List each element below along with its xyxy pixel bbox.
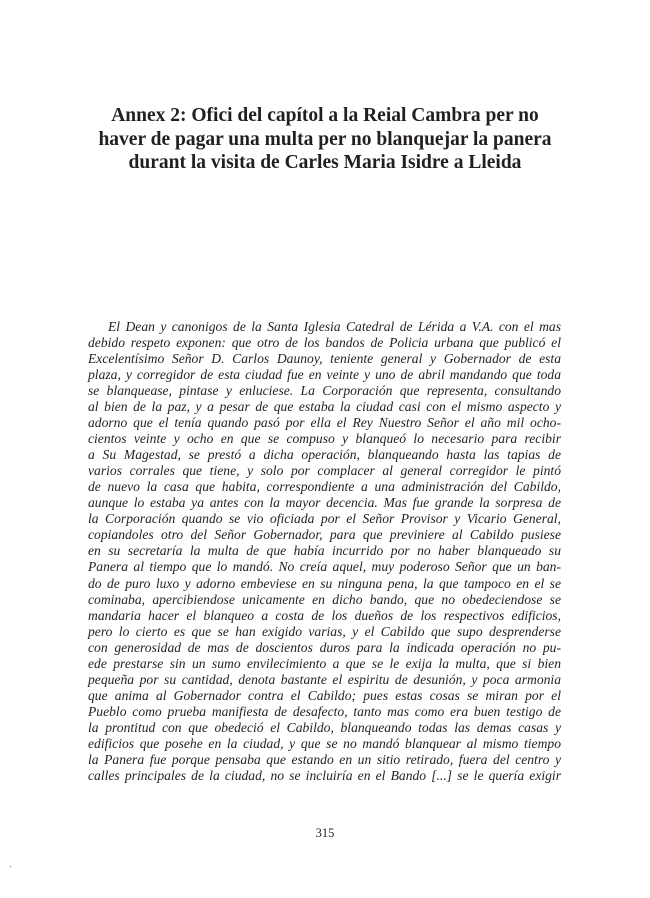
text-line: plaza, y corregidor de esta ciudad fue en veinte y uno de abril mandando que toda xyxy=(88,367,561,383)
text-line: al bien de la paz, y a pesar de que estaba la ciudad casi con el mismo aspecto y xyxy=(88,399,561,415)
text-line: mandaria hacer el blanqueo a costa de los dueños de los respectivos edificios, xyxy=(88,607,561,623)
text-line: cominaba, apercibiendose unicamente en dicho bando, que no obedeciendose se xyxy=(88,591,561,607)
text-line: do de puro luxo y adorno embeviese en su ninguna pena, la que tampoco en el se xyxy=(88,575,561,591)
text-line: la Panera fue porque pensaba que estando en un sitio retirado, fuera del centro y xyxy=(88,751,561,767)
text-line: ede prestarse sin un sumo envilecimiento a que se le exija la multa, que si bien xyxy=(88,655,561,671)
text-line: debido respeto exponen: que otro de los bandos de Policia urbana que publicó el xyxy=(88,335,561,351)
text-line: Panera al tiempo que lo mandó. No creía aquel, muy poderoso Señor que un ban- xyxy=(88,559,561,575)
text-line: Pueblo como prueba manifiesta de desafecto, tanto mas como era buen testigo de xyxy=(88,703,561,719)
scan-speck xyxy=(10,866,11,867)
title-line: Annex 2: Ofici del capítol a la Reial Cambra per no xyxy=(111,105,539,126)
body-text xyxy=(88,319,561,784)
text-line: varios corrales que tiene, y solo por complacer al general corregidor le pintó xyxy=(88,463,561,479)
text-line: que anima al Gobernador contra el Cabildo; pues estas cosas se miran por el xyxy=(88,687,561,703)
text-line: adorno que el tenía quando pasó por ella el Rey Nuestro Señor el año mil ocho- xyxy=(88,415,561,431)
text-line: calles principales de la ciudad, no se incluiría en el Bando [...] se le quería exigir xyxy=(88,767,561,783)
text-line: aunque lo estaba ya antes con la mayor decencia. Mas fue grande la sorpresa de xyxy=(88,495,561,511)
page-number: 315 xyxy=(315,826,335,840)
text-line: en su secretaría la multa de que había incurrido por no haber blanqueado su xyxy=(88,543,561,559)
page-title xyxy=(60,104,590,175)
text-line: se blanquease, pintase y enluciese. La Corporación que representa, consultando xyxy=(88,383,561,399)
text-line: de nuevo la casa que habita, correspondiente a una administración del Cabildo, xyxy=(88,479,561,495)
text-line: la Corporación quando se vio oficiada por el Señor Provisor y Vicario General, xyxy=(88,511,561,527)
title-line: durant la visita de Carles Maria Isidre a Lleida xyxy=(128,152,522,173)
text-line: a Su Magestad, se prestó a dicha operación, blanqueando hasta las tapias de xyxy=(88,447,561,463)
text-line: copiandoles otro del Señor Gobernador, para que previniere al Cabildo pusiese xyxy=(88,527,561,543)
text-line: cientos veinte y ocho en que se compuso y blanqueó lo necesario para recibir xyxy=(88,431,561,447)
text-line: con generosidad de mas de doscientos duros para la indicada operación no pu- xyxy=(88,639,561,655)
text-line: El Dean y canonigos de la Santa Iglesia Catedral de Lérida a V.A. con el mas xyxy=(108,319,561,334)
text-line: la prontitud con que obedeció el Cabildo, blanqueando todas las demas casas y xyxy=(88,719,561,735)
title-line: haver de pagar una multa per no blanquejar la panera xyxy=(98,128,552,150)
text-line: pero lo cierto es que se han exigido varias, y el Cabildo que supo desprenderse xyxy=(88,623,561,639)
text-line: edificios que posehe en la ciudad, y que se no mandó blanquear al mismo tiempo xyxy=(88,735,561,751)
text-line: pequeña por su cantidad, denota bastante el espiritu de desunión, y poca armonia xyxy=(88,671,561,687)
text-line: Excelentísimo Señor D. Carlos Daunoy, teniente general y Gobernador de esta xyxy=(88,351,561,367)
